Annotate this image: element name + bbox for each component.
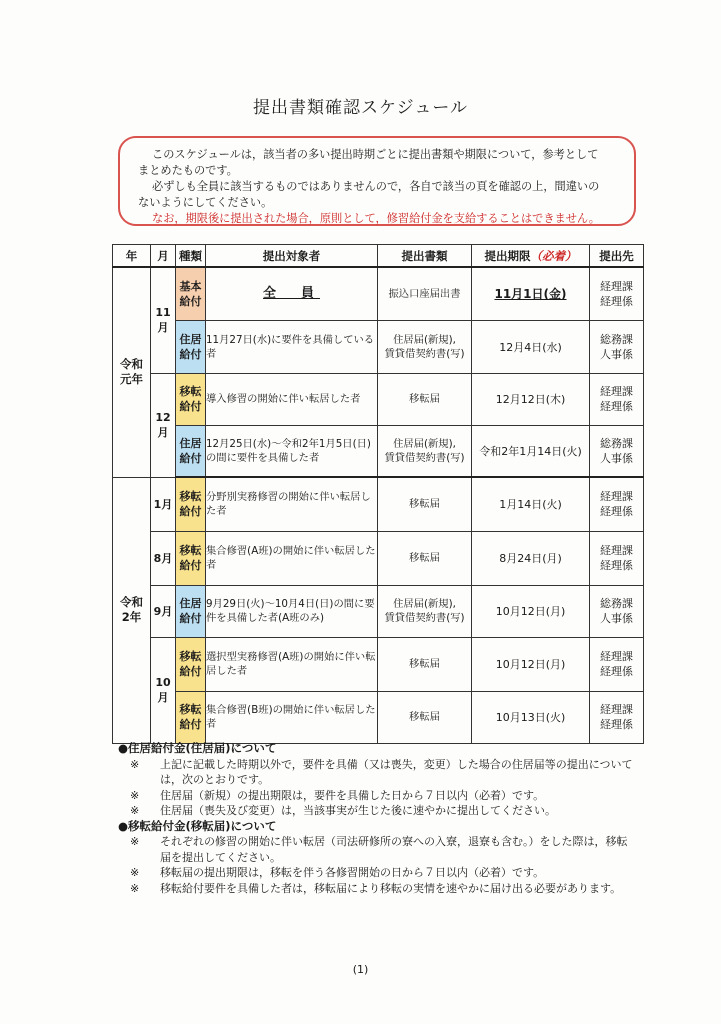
deadline-cell: 12月12日(木) [472, 373, 590, 425]
dest-cell [590, 531, 644, 585]
target-cell: 集合修習(B班)の開始に伴い転居した者 [206, 691, 378, 743]
dest-text: 経理課 [600, 650, 633, 663]
target-cell: 12月25日(水)～令和2年1月5日(日)の間に要件を具備した者 [206, 425, 378, 477]
docs-cell [378, 267, 472, 320]
note-item [130, 788, 638, 804]
note-mark: ※ [130, 788, 140, 802]
kind-text: 給付 [179, 505, 202, 519]
move-notes-heading: ●移転給付金(移転届)について [118, 818, 277, 833]
docs-cell [378, 320, 472, 373]
note-item [130, 834, 638, 865]
kind-text: 住居 [179, 436, 202, 450]
header-month: 月 [151, 245, 176, 268]
kind-move [176, 531, 206, 585]
month-10: 10月 [151, 637, 176, 743]
deadline-cell [472, 267, 590, 320]
deadline-cell: 12月4日(水) [472, 320, 590, 373]
notes-section [118, 741, 638, 896]
month-1: 1月 [151, 477, 176, 531]
kind-move [176, 477, 206, 531]
target-cell: 集合修習(A班)の開始に伴い転居した者 [206, 531, 378, 585]
note-text: 移転届の提出期限は，移転を伴う各修習開始の日から７日以内（必着）です。 [160, 866, 545, 879]
docs-text: 住居届(新規), [393, 598, 456, 610]
docs-text: 移転届 [409, 711, 440, 723]
kind-text: 移転 [179, 385, 202, 398]
era-text: 令和 [120, 595, 143, 609]
docs-text: 移転届 [409, 552, 440, 564]
deadline-text: 11月1日(金) [494, 287, 567, 302]
header-year: 年 [113, 245, 151, 268]
kind-text: 給付 [179, 347, 202, 361]
dest-text: 総務課 [600, 597, 633, 610]
dest-text: 経理課 [600, 544, 633, 557]
kind-text: 給付 [179, 718, 202, 731]
kind-move [176, 691, 206, 743]
month-12: 12月 [151, 373, 176, 477]
table-row [113, 691, 644, 743]
deadline-cell: 1月14日(火) [472, 477, 590, 531]
docs-cell [378, 531, 472, 585]
kind-basic [176, 267, 206, 320]
note-text: それぞれの修習の開始に伴い転居（司法研修所の寮への入寮，退寮も含む。）をした際は，移転届を提出してください。 [160, 835, 628, 864]
dest-text: 総務課 [600, 436, 633, 450]
docs-text: 賃貸借契約書(写) [384, 612, 465, 624]
docs-text: 賃貸借契約書(写) [384, 451, 465, 464]
note-mark: ※ [130, 757, 140, 771]
era-text: 2年 [121, 610, 142, 624]
kind-housing [176, 320, 206, 373]
dest-text: 経理係 [600, 665, 633, 678]
housing-notes-heading: ●住居給付金(住居届)について [118, 741, 277, 755]
header-target: 提出対象者 [206, 245, 378, 268]
page-number: (1) [352, 963, 369, 976]
schedule-table [112, 244, 644, 744]
target-text: 全 員 [262, 285, 320, 301]
month-11: 11月 [151, 267, 176, 373]
note-mark: ※ [130, 881, 140, 895]
kind-text: 給付 [179, 294, 202, 308]
notice-box [118, 136, 636, 226]
note-text: 住居届（喪失及び変更）は，当該事実が生じた後に速やかに提出してください。 [160, 804, 556, 817]
kind-text: 移転 [179, 650, 202, 663]
docs-cell [378, 691, 472, 743]
docs-cell [378, 637, 472, 691]
notice-line: ないようにしてください。 [138, 196, 273, 209]
notice-line: このスケジュールは，該当者の多い提出時期ごとに提出書類や期限について，参考として [152, 148, 599, 161]
kind-text: 給付 [179, 451, 202, 465]
docs-text: 住居届(新規), [393, 333, 456, 346]
note-item [130, 865, 638, 881]
header-docs: 提出書類 [378, 245, 472, 268]
note-text: 住居届（新規）の提出期限は，要件を具備した日から７日以内（必着）です。 [160, 788, 545, 802]
notice-line: まとめたものです。 [138, 164, 238, 177]
header-deadline-note: （必着） [530, 248, 577, 263]
table-row [113, 585, 644, 637]
kind-text: 住居 [179, 332, 202, 346]
note-text: 移転給付要件を具備した者は，移転届により移転の実情を速やかに届け出る必要があります。 [160, 881, 622, 895]
dest-cell [590, 425, 644, 477]
kind-text: 給付 [179, 559, 202, 572]
deadline-cell: 令和2年1月14日(火) [472, 425, 590, 477]
docs-text: 住居届(新規), [393, 437, 456, 450]
note-mark: ※ [130, 835, 140, 848]
kind-housing [176, 585, 206, 637]
table-row [113, 477, 644, 531]
note-item [130, 881, 638, 897]
month-8: 8月 [151, 531, 176, 585]
page-title: 提出書類確認スケジュール [253, 98, 468, 118]
dest-cell [590, 637, 644, 691]
docs-cell [378, 373, 472, 425]
era-reiwa2 [113, 477, 151, 743]
dest-text: 総務課 [600, 332, 633, 346]
docs-cell [378, 585, 472, 637]
dest-text: 経理係 [600, 505, 633, 519]
dest-cell [590, 691, 644, 743]
note-item [130, 803, 638, 819]
month-9: 9月 [151, 585, 176, 637]
dest-text: 人事係 [600, 612, 633, 625]
table-row [113, 637, 644, 691]
table-header-row [113, 245, 644, 268]
kind-text: 基本 [179, 279, 202, 293]
target-cell: 11月27日(水)に要件を具備している者 [206, 320, 378, 373]
table-row [113, 531, 644, 585]
notice-warning: なお，期限後に提出された場合，原則として，修習給付金を支給することはできません。 [152, 212, 600, 225]
note-text: 上記に記載した時期以外で，要件を具備（又は喪失，変更）した場合の住居届等の提出については，次のとおりです。 [160, 757, 633, 786]
docs-cell [378, 425, 472, 477]
docs-text: 移転届 [409, 393, 440, 405]
kind-housing [176, 425, 206, 477]
docs-cell [378, 477, 472, 531]
target-cell: 選択型実務修習(A班)の開始に伴い転居した者 [206, 637, 378, 691]
dest-cell [590, 320, 644, 373]
kind-text: 移転 [179, 490, 202, 504]
notice-line: 必ずしも全員に該当するものではありませんので，各自で該当の頁を確認の上，間違いの [152, 180, 600, 193]
dest-cell [590, 585, 644, 637]
deadline-cell: 10月12日(月) [472, 637, 590, 691]
header-dest: 提出先 [590, 245, 644, 268]
note-mark: ※ [130, 866, 140, 879]
kind-move [176, 373, 206, 425]
dest-text: 経理課 [600, 385, 633, 398]
target-cell: 分野別実務修習の開始に伴い転居した者 [206, 477, 378, 531]
dest-cell [590, 267, 644, 320]
docs-text: 移転届 [409, 498, 440, 511]
dest-text: 経理課 [600, 490, 633, 504]
deadline-cell: 8月24日(月) [472, 531, 590, 585]
header-deadline [472, 245, 590, 268]
dest-text: 経理課 [600, 279, 633, 293]
era-text: 元年 [120, 372, 143, 387]
kind-text: 給付 [179, 612, 202, 625]
docs-text: 移転届 [409, 658, 440, 670]
dest-text: 人事係 [600, 451, 633, 465]
deadline-cell: 10月13日(火) [472, 691, 590, 743]
dest-text: 経理係 [600, 559, 633, 572]
dest-text: 経理課 [600, 703, 633, 716]
table-row [113, 373, 644, 425]
kind-text: 給付 [179, 400, 202, 413]
kind-move [176, 637, 206, 691]
dest-text: 人事係 [600, 347, 633, 361]
table-row [113, 267, 644, 320]
kind-text: 移転 [179, 703, 202, 716]
dest-text: 経理係 [600, 718, 633, 731]
target-cell [206, 267, 378, 320]
era-text: 令和 [120, 357, 143, 372]
dest-cell [590, 373, 644, 425]
docs-text: 振込口座届出書 [388, 287, 461, 300]
note-item [130, 757, 638, 788]
table-row [113, 425, 644, 477]
header-deadline-label: 提出期限 [484, 248, 531, 263]
kind-text: 移転 [179, 544, 202, 557]
docs-text: 賃貸借契約書(写) [384, 347, 465, 360]
dest-text: 経理係 [600, 294, 633, 308]
note-mark: ※ [130, 804, 140, 817]
kind-text: 住居 [179, 597, 202, 610]
target-cell: 9月29日(火)～10月4日(日)の間に要件を具備した者(A班のみ) [206, 585, 378, 637]
dest-cell [590, 477, 644, 531]
header-kind: 種類 [176, 245, 206, 268]
era-reiwa1 [113, 267, 151, 477]
table-row [113, 320, 644, 373]
deadline-cell: 10月12日(月) [472, 585, 590, 637]
target-cell: 導入修習の開始に伴い転居した者 [206, 373, 378, 425]
dest-text: 経理係 [600, 400, 633, 413]
kind-text: 給付 [179, 665, 202, 678]
